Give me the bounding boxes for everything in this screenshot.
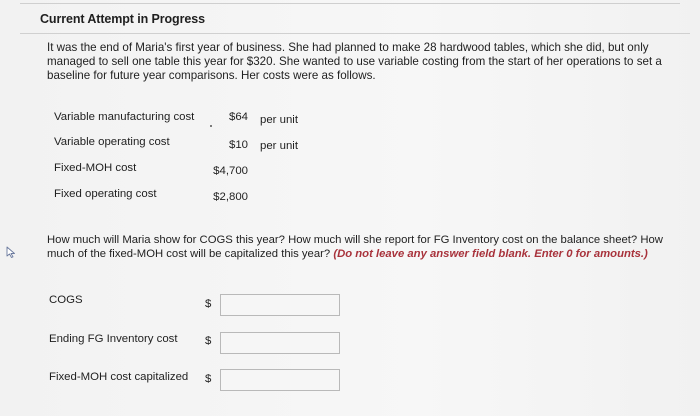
- currency-symbol-ending-fg-inventory: $: [205, 335, 212, 347]
- cost-label-variable-manufacturing: Variable manufacturing cost: [54, 111, 195, 123]
- fixed-moh-capitalized-input[interactable]: [220, 369, 340, 391]
- cost-label-variable-operating: Variable operating cost: [54, 136, 170, 148]
- question-instruction: (Do not leave any answer field blank. Enter 0 for amounts.): [333, 248, 648, 260]
- currency-symbol-cogs: $: [205, 298, 212, 310]
- cost-value-variable-manufacturing: $64: [228, 111, 248, 123]
- cost-value-fixed-operating: $2,800: [213, 191, 248, 203]
- cost-unit-variable-manufacturing: per unit: [260, 114, 298, 126]
- cost-unit-variable-operating: per unit: [260, 140, 298, 152]
- question-body: How much will Maria show for COGS this year? How much will she report for FG Inventory cost on the balance sheet? How much of the fixed-MOH cost will be capitalized this year?: [47, 234, 663, 260]
- cost-label-fixed-moh: Fixed-MOH cost: [54, 162, 137, 174]
- answer-label-fixed-moh-capitalized: Fixed-MOH cost capitalized: [49, 371, 189, 383]
- title-divider: [20, 33, 690, 34]
- question-text: [47, 233, 692, 261]
- cost-label-fixed-operating: Fixed operating cost: [54, 188, 157, 200]
- dot-mark: [210, 125, 212, 127]
- cost-value-fixed-moh: $4,700: [213, 165, 248, 177]
- problem-statement: It was the end of Maria's first year of business. She had planned to make 28 hardwood tables, which she did, but only managed to sell one table this year for $320. She wanted to use variable costing from the start of her operations to set a baseline for future year comparisons. Her costs were as follows.: [47, 41, 662, 82]
- pointer-cursor-icon: [5, 246, 17, 258]
- ending-fg-inventory-input[interactable]: [220, 332, 340, 354]
- top-border: [20, 3, 680, 4]
- cost-value-variable-operating: $10: [228, 139, 248, 151]
- cogs-input[interactable]: [220, 294, 340, 316]
- answer-label-cogs: COGS: [49, 294, 83, 306]
- page-title: Current Attempt in Progress: [40, 12, 205, 26]
- answer-label-ending-fg-inventory: Ending FG Inventory cost: [49, 333, 178, 345]
- currency-symbol-fixed-moh-capitalized: $: [205, 373, 212, 385]
